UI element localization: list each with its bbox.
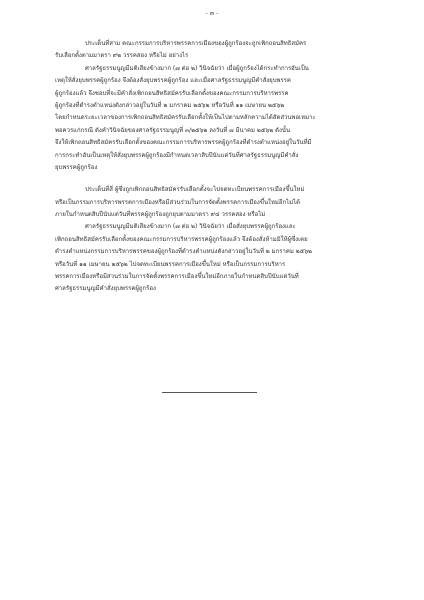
paragraph-2-line-7: จึงให้เพิกถอนสิทธิสมัครรับเลือกตั้งของคณะกรรมการบริหารพรรคผู้ถูกร้องที่ดำรงตำแหน่งอยู่ในวันที่มี [55,139,312,147]
paragraph-2-line-9: ยุบพรรคผู้ถูกร้อง [55,163,98,171]
paragraph-2-line-1: ศาลรัฐธรรมนูญมีมติเสียงข้างมาก (๗ ต่อ ๒) วินิจฉัยว่า เมื่อผู้ถูกร้องได้กระทำการอันเป็น [85,64,309,72]
paragraph-2-line-5: โดยกำหนดระยะเวลาของการเพิกถอนสิทธิสมัครรับเลือกตั้งให้เป็นไปตามหลักความได้สัดส่วนพอเหมาะ [55,114,316,122]
paragraph-3-line-2: หรือเป็นกรรมการบริหารพรรคการเมืองหรือมีส่วนร่วมในการจัดตั้งพรรคการเมืองขึ้นใหม่อีกไม่ได้ [55,198,301,206]
paragraph-3-line-3: ภายในกำหนดสิบปีนับแต่วันที่พรรคผู้ถูกร้องถูกยุบตามมาตรา ๙๔ วรรคสอง หรือไม่ [55,211,266,219]
paragraph-2-line-2: เหตุให้สั่งยุบพรรคผู้ถูกร้อง จึงต้องสั่งยุบพรรคผู้ถูกร้อง และเมื่อศาลรัฐธรรมนูญมีคำสั่งยุบพรรค [55,77,291,85]
paragraph-4-line-5: พรรคการเมืองหรือมีส่วนร่วมในการจัดตั้งพรรคการเมืองขึ้นใหม่อีกภายในกำหนดสิบปีนับแต่วันที่ [55,273,299,281]
paragraph-2-line-4: ผู้ถูกร้องที่ดำรงตำแหน่งดังกล่าวอยู่ในวันที่ ๒ มกราคม ๒๕๖๒ หรือวันที่ ๑๑ เมษายน ๒๕๖๒ [55,101,285,109]
paragraph-1-line-1: ประเด็นที่สาม คณะกรรมการบริหารพรรคการเมืองของผู้ถูกร้องจะถูกเพิกถอนสิทธิสมัคร [85,40,307,47]
paragraph-2-line-8: การกระทำอันเป็นเหตุให้สั่งยุบพรรคผู้ถูกร้องมีกำหนดเวลาสิบปีนับแต่วันที่ศาลรัฐธรรมนูญมีคำสั่ง [55,151,299,159]
paragraph-4-line-4: หรือวันที่ ๑๑ เมษายน ๒๕๖๒ ไปจดทะเบียนพรรคการเมืองขึ้นใหม่ หรือเป็นกรรมการบริหาร [55,260,286,268]
paragraph-4-line-3: ดำรงตำแหน่งกรรมการบริหารพรรคของผู้ถูกร้องที่ดำรงตำแหน่งดังกล่าวอยู่ในวันที่ ๒ มกราคม ๒๕๖๒ [55,248,312,256]
end-of-text-rule [162,392,257,393]
paragraph-4-line-1: ศาลรัฐธรรมนูญมีมติเสียงข้างมาก (๗ ต่อ ๒) วินิจฉัยว่า เมื่อสั่งยุบพรรคผู้ถูกร้องและ [85,223,296,231]
paragraph-2-line-6: พอควรแก่กรณี ดังคำวินิจฉัยของศาลรัฐธรรมนูญที่ ๓/๒๕๖๒ ลงวันที่ ๗ มีนาคม ๒๕๖๒ ดังนั้น [55,126,291,134]
paragraph-3-line-1: ประเด็นที่สี่ ผู้ซึ่งถูกเพิกถอนสิทธิสมัครรับเลือกตั้งจะไปจดทะเบียนพรรคการเมืองขึ้นใหม่ [85,186,305,194]
paragraph-4-line-2: เพิกถอนสิทธิสมัครรับเลือกตั้งของคณะกรรมการบริหารพรรคผู้ถูกร้องแล้ว จึงต้องสั่งห้ามมิให้ผู้ซึ่งเคย [55,235,308,243]
paragraph-gap [55,174,380,184]
paragraph-1-line-2: รับเลือกตั้งตามมาตรา ๙๒ วรรคสอง หรือไม่ อย่างไร [55,52,189,60]
document-body [55,38,380,296]
paragraph-2-line-3: ผู้ถูกร้องแล้ว จึงชอบที่จะมีคำสั่งเพิกถอนสิทธิสมัครรับเลือกตั้งของคณะกรรมการบริหารพรรค [55,89,289,97]
page-number: - ๓ - [205,9,219,17]
paragraph-4-line-6: ศาลรัฐธรรมนูญมีคำสั่งยุบพรรคผู้ถูกร้อง [55,285,156,293]
